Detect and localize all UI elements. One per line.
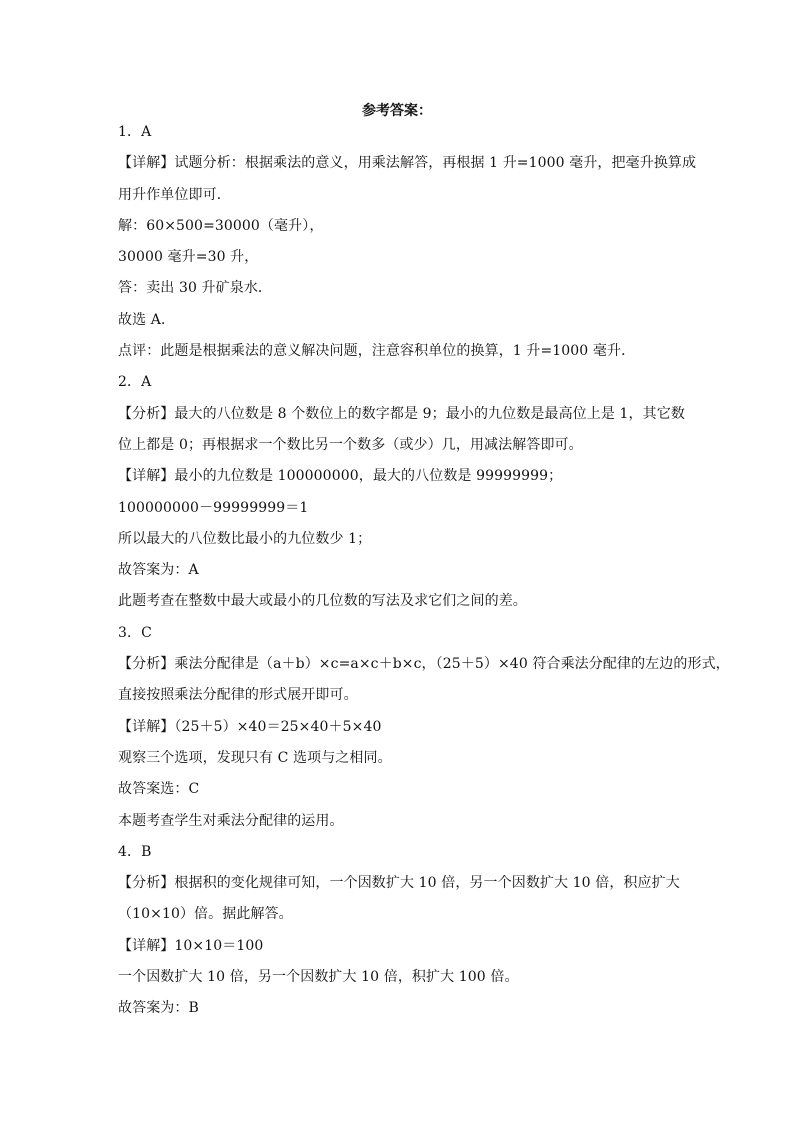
- text-line: 故答案选：C: [118, 781, 200, 798]
- text-line: 【详解】试题分析：根据乘法的意义，用乘法解答，再根据 1 升=1000 毫升，把毫升换算成: [118, 155, 697, 172]
- text-line: 直接按照乘法分配律的形式展开即可。: [118, 687, 358, 704]
- text-line: 30000 毫升=30 升，: [118, 249, 259, 266]
- text-line: 【分析】根据积的变化规律可知，一个因数扩大 10 倍，另一个因数扩大 10 倍，积应扩大: [118, 875, 680, 892]
- text-line: 1．A: [118, 124, 152, 140]
- text-line: 【分析】最大的八位数是 8 个数位上的数字都是 9；最小的九位数是最高位上是 1，其它数: [118, 405, 685, 422]
- text-line: 故答案为：A: [118, 562, 199, 579]
- text-line: 【详解】最小的九位数是 100000000，最大的八位数是 99999999；: [118, 468, 563, 485]
- text-line: 2．A: [118, 374, 152, 391]
- text-line: 故答案为：B: [118, 1000, 199, 1017]
- text-line: 解：60×500=30000（毫升），: [118, 217, 324, 234]
- text-line: 点评：此题是根据乘法的意义解决问题，注意容积单位的换算，1 升=1000 毫升．: [118, 343, 636, 360]
- text-line: 【分析】乘法分配律是（a＋b）×c=a×c＋b×c，（25＋5）×40 符合乘法分配律的左边的形式，: [118, 656, 730, 673]
- text-line: 3．C: [118, 624, 152, 641]
- text-line: （10×10）倍。据此解答。: [118, 906, 293, 923]
- text-line: 本题考查学生对乘法分配律的运用。: [118, 812, 344, 829]
- text-line: 100000000－99999999＝1: [118, 499, 309, 516]
- text-line: 【详解】10×10＝100: [118, 937, 264, 954]
- text-line: 位上都是 0；再根据求一个数比另一个数多（或少）几，用减法解答即可。: [118, 436, 583, 453]
- text-line: 故选 A．: [118, 311, 176, 328]
- page-title: 参考答案：: [362, 103, 432, 119]
- text-line: 用升作单位即可．: [118, 186, 231, 203]
- text-line: 观察三个选项，发现只有 C 选项与之相同。: [118, 749, 392, 766]
- text-line: 一个因数扩大 10 倍，另一个因数扩大 10 倍，积扩大 100 倍。: [118, 969, 519, 986]
- text-line: 所以最大的八位数比最小的九位数少 1；: [118, 530, 372, 547]
- text-line: 此题考查在整数中最大或最小的几位数的写法及求它们之间的差。: [118, 593, 527, 610]
- text-line: 4．B: [118, 843, 152, 860]
- text-line: 答：卖出 30 升矿泉水．: [118, 280, 273, 297]
- text-line: 【详解】（25＋5）×40＝25×40＋5×40: [118, 718, 382, 735]
- answer-content: [118, 122, 730, 1030]
